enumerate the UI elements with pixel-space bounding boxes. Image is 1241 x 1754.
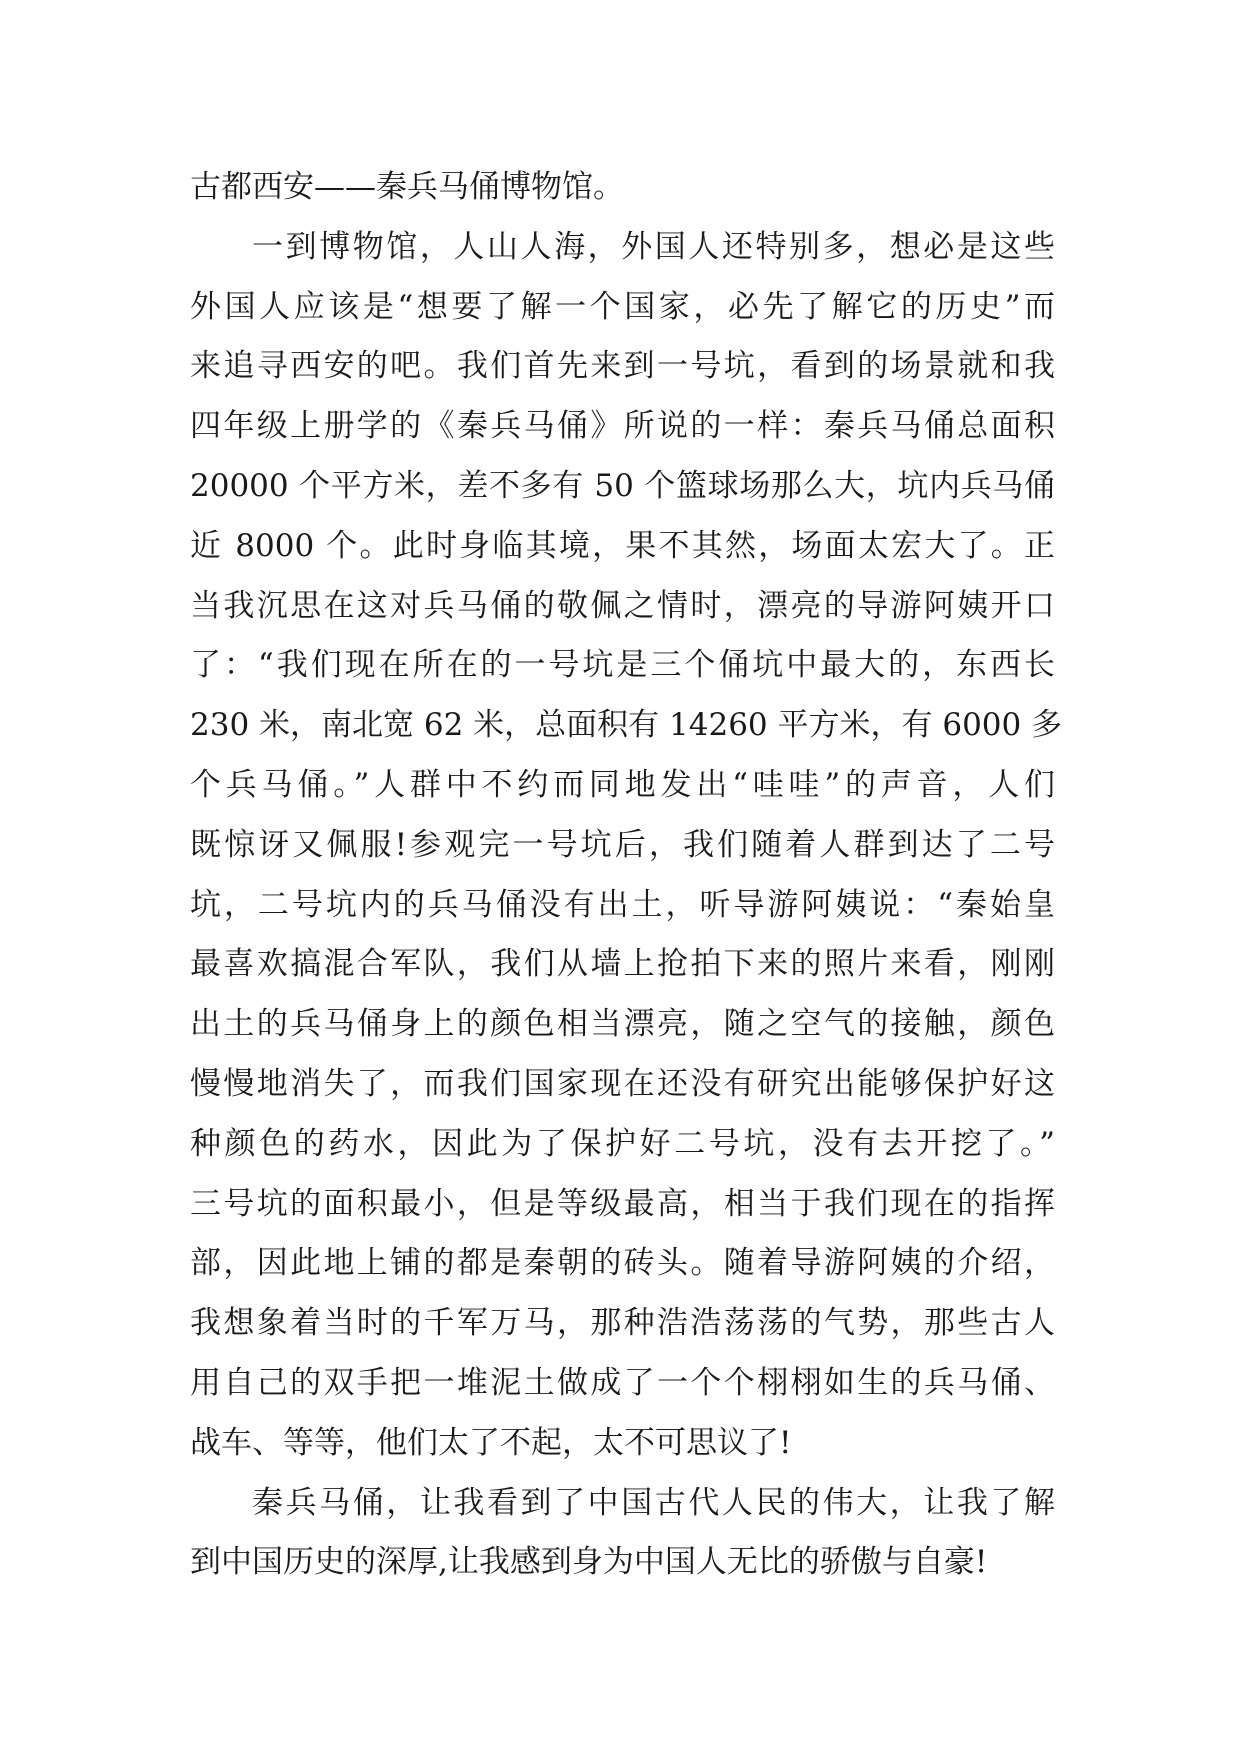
text-line: 了：“我们现在所在的一号坑是三个俑坑中最大的，东西长 — [190, 647, 1055, 684]
text-line: 20000 个平方米，差不多有 50 个篮球场那么大，坑内兵马俑 — [190, 467, 1055, 504]
text-line: 最喜欢搞混合军队，我们从墙上抢拍下来的照片来看，刚刚 — [190, 946, 1055, 983]
text-line: 来追寻西安的吧。我们首先来到一号坑，看到的场景就和我 — [190, 348, 1055, 385]
text-line: 慢慢地消失了，而我们国家现在还没有研究出能够保护好这 — [190, 1065, 1055, 1102]
text-line: 古都西安——秦兵马俑博物馆。 — [190, 169, 624, 205]
text-line: 坑，二号坑内的兵马俑没有出土，听导游阿姨说：“秦始皇 — [190, 886, 1055, 923]
text-line: 近 8000 个。此时身临其境，果不其然，场面太宏大了。正 — [190, 527, 1055, 564]
text-line: 种颜色的药水，因此为了保护好二号坑，没有去开挖了。” — [190, 1125, 1055, 1162]
text-line: 230 米，南北宽 62 米，总面积有 14260 平方米，有 6000 多 — [190, 707, 1063, 744]
paragraph-first-line: 一到博物馆，人山人海，外国人还特别多，想必是这些 — [252, 228, 1055, 265]
text-line: 四年级上册学的《秦兵马俑》所说的一样：秦兵马俑总面积 — [190, 408, 1055, 445]
text-line: 当我沉思在这对兵马俑的敬佩之情时，漂亮的导游阿姨开口 — [190, 587, 1055, 624]
text-line: 到中国历史的深厚,让我感到身为中国人无比的骄傲与自豪! — [190, 1544, 988, 1581]
text-line: 出土的兵马俑身上的颜色相当漂亮，随之空气的接触，颜色 — [190, 1006, 1055, 1043]
text-line: 既惊讶又佩服!参观完一号坑后，我们随着人群到达了二号 — [190, 826, 1055, 863]
text-line: 三号坑的面积最小，但是等级最高，相当于我们现在的指挥 — [190, 1185, 1055, 1222]
text-line: 我想象着当时的千军万马，那种浩浩荡荡的气势，那些古人 — [190, 1305, 1055, 1342]
document-body — [190, 158, 1063, 1593]
text-line: 战车、等等，他们太了不起，太不可思议了! — [190, 1424, 792, 1461]
text-line: 部，因此地上铺的都是秦朝的砖头。随着导游阿姨的介绍， — [190, 1245, 1055, 1282]
text-line: 个兵马俑。”人群中不约而同地发出“哇哇”的声音，人们 — [190, 766, 1055, 803]
paragraph-first-line: 秦兵马俑，让我看到了中国古代人民的伟大，让我了解 — [252, 1484, 1055, 1521]
text-line: 用自己的双手把一堆泥土做成了一个个栩栩如生的兵马俑、 — [190, 1364, 1055, 1401]
text-line: 外国人应该是“想要了解一个国家，必先了解它的历史”而 — [190, 288, 1055, 325]
